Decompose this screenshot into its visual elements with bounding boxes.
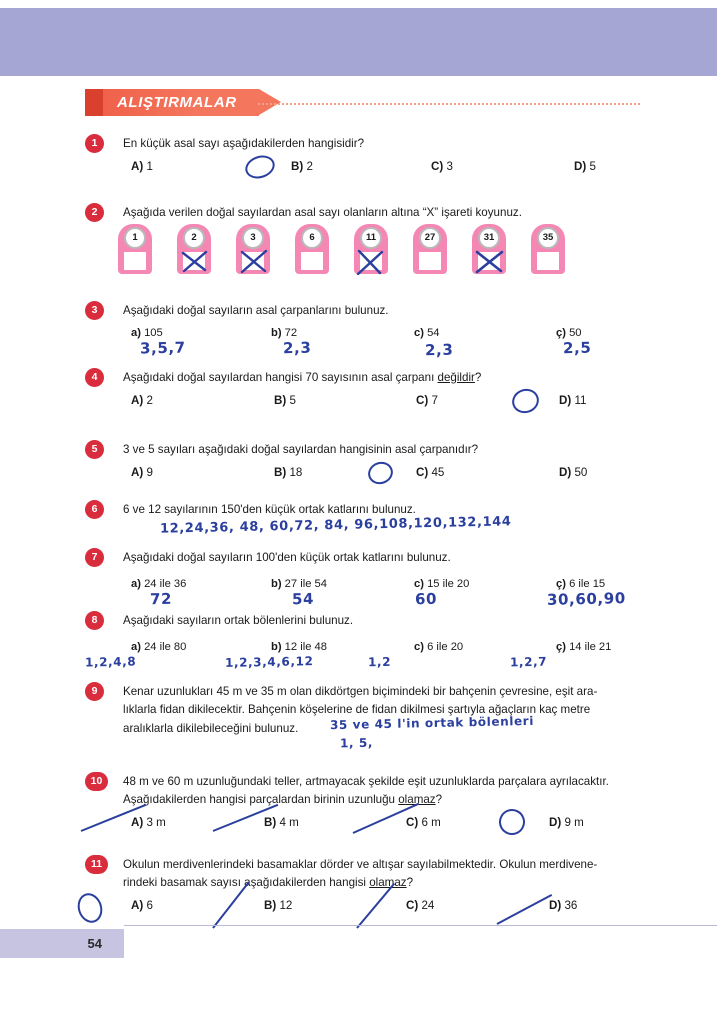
badge-label: 9 xyxy=(91,685,98,698)
question-text-line-1: Okulun merdivenlerindeki basamaklar dörder ve altışar sayılabilmektedir. Okulun merdivene- xyxy=(123,858,598,871)
pen-mark-circle-a xyxy=(74,890,106,926)
handwritten-answer-a: 72 xyxy=(149,589,173,609)
question-text: Aşağıdaki doğal sayıların asal çarpanlarını bulunuz. xyxy=(123,304,389,317)
tag-number-circle: 2 xyxy=(183,227,205,249)
subitem-c: c) 54 xyxy=(414,327,440,339)
page-top-band xyxy=(0,8,717,76)
question-text: 6 ve 12 sayılarının 150'den küçük ortak katlarını bulunuz. xyxy=(123,503,416,516)
question-number-badge xyxy=(85,500,104,519)
option-a[interactable]: A) 3 m xyxy=(131,816,166,829)
option-c[interactable]: C) 24 xyxy=(406,899,435,912)
option-a[interactable]: A) 2 xyxy=(131,394,153,407)
badge-label: 5 xyxy=(91,443,98,456)
handwritten-answer-c: 60 xyxy=(414,589,438,609)
option-d[interactable]: D) 5 xyxy=(574,160,596,173)
tag-checkbox[interactable] xyxy=(124,252,146,270)
subitem-a: a) 24 ile 36 xyxy=(131,578,187,590)
handwritten-answer-b: 2,3 xyxy=(282,338,312,358)
option-a[interactable]: A) 1 xyxy=(131,160,153,173)
number-tag[interactable] xyxy=(531,224,565,274)
number-tag[interactable] xyxy=(472,224,506,274)
x-mark-icon xyxy=(356,247,386,275)
section-banner xyxy=(85,89,281,116)
subitem-cc: ç) 6 ile 15 xyxy=(556,578,606,590)
option-b[interactable]: B) 18 xyxy=(274,466,303,479)
question-number-badge xyxy=(85,548,104,567)
question-number-badge xyxy=(85,855,108,874)
badge-label: 10 xyxy=(90,775,103,788)
question-text-line-1: 48 m ve 60 m uzunluğundaki teller, artmayacak şekilde eşit uzunluklarda parçalara ayrılacaktır. xyxy=(123,775,609,788)
banner-arrow-icon xyxy=(259,89,281,115)
option-b[interactable]: B) 12 xyxy=(264,899,293,912)
handwritten-note-line-1: 35 ve 45 l'in ortak bölenleri xyxy=(329,713,535,733)
subitem-a: a) 105 xyxy=(131,327,163,339)
handwritten-answer-cc: 2,5 xyxy=(562,338,592,358)
question-text-emphasis: olamaz xyxy=(369,876,407,889)
question-text: Aşağıda verilen doğal sayılardan asal sayı olanların altına “X” işareti koyunuz. xyxy=(123,206,522,219)
option-c[interactable]: C) 6 m xyxy=(406,816,441,829)
badge-label: 7 xyxy=(91,551,98,564)
option-b[interactable]: B) 4 m xyxy=(264,816,299,829)
badge-label: 4 xyxy=(91,371,98,384)
question-number-badge xyxy=(85,368,104,387)
question-number-badge xyxy=(85,611,104,630)
question-text: Aşağıdaki doğal sayıların 100'den küçük ortak katlarını bulunuz. xyxy=(123,551,451,564)
tag-number-circle: 31 xyxy=(478,227,500,249)
question-text-tail: ? xyxy=(435,793,443,806)
x-mark-icon xyxy=(238,247,268,275)
tag-number-circle: 35 xyxy=(537,227,559,249)
handwritten-answer-b: 54 xyxy=(291,589,315,609)
question-number-badge xyxy=(85,134,104,153)
question-number-badge xyxy=(85,301,104,320)
badge-label: 11 xyxy=(90,858,103,871)
handwritten-answer: 12,24,36, 48, 60,72, 84, 96,108,120,132,144 xyxy=(159,514,512,537)
badge-label: 2 xyxy=(91,206,98,219)
number-tag[interactable] xyxy=(295,224,329,274)
question-text-tail: ? xyxy=(474,371,482,384)
question-text: Aşağıdaki sayıların ortak bölenlerini bulunuz. xyxy=(123,614,354,627)
question-text-line-3: aralıklarla dikilebileceğini bulunuz. xyxy=(123,722,299,735)
number-tag[interactable] xyxy=(413,224,447,274)
handwritten-answer-b: 1,2,3,4,6,12 xyxy=(224,654,314,670)
subitem-c: c) 6 ile 20 xyxy=(414,641,464,653)
option-c[interactable]: C) 7 xyxy=(416,394,438,407)
subitem-b: b) 27 ile 54 xyxy=(271,578,327,590)
number-tag-row xyxy=(118,224,565,274)
handwritten-answer-a: 1,2,4,8 xyxy=(84,654,137,670)
tag-checkbox[interactable] xyxy=(242,252,264,270)
option-d[interactable]: D) 9 m xyxy=(549,816,584,829)
question-text-line-2: lıklarla fidan dikilecektir. Bahçenin köşelerine de fidan dikilmesi şartıyla ağaçların kaç metre xyxy=(123,703,591,716)
subitem-cc: ç) 50 xyxy=(556,327,582,339)
badge-label: 1 xyxy=(91,137,98,150)
badge-label: 6 xyxy=(91,503,98,516)
tag-checkbox[interactable] xyxy=(478,252,500,270)
tag-number-circle: 6 xyxy=(301,227,323,249)
tag-checkbox[interactable] xyxy=(183,252,205,270)
tag-checkbox[interactable] xyxy=(301,252,323,270)
page-number: 54 xyxy=(87,936,102,951)
pen-mark-circle-d xyxy=(509,385,542,416)
question-number-badge xyxy=(85,772,108,791)
question-text-part: Aşağıdaki doğal sayılardan hangisi 70 sayısının asal çarpanı xyxy=(123,371,438,384)
tag-number-circle: 27 xyxy=(419,227,441,249)
handwritten-answer-c: 2,3 xyxy=(424,340,454,360)
question-text-part: Aşağıdakilerden hangisi parçalardan birinin uzunluğu xyxy=(123,793,399,806)
banner-title: ALIŞTIRMALAR xyxy=(117,94,237,111)
option-d[interactable]: D) 36 xyxy=(549,899,578,912)
question-text-line-2 xyxy=(123,791,442,809)
question-text: 3 ve 5 sayıları aşağıdaki doğal sayılardan hangisinin asal çarpanıdır? xyxy=(123,443,479,456)
subitem-b: b) 12 ile 48 xyxy=(271,641,327,653)
footer-divider xyxy=(124,925,717,926)
pen-mark-circle-d xyxy=(496,806,529,839)
handwritten-answer-a: 3,5,7 xyxy=(139,338,186,358)
page-number-box xyxy=(0,929,124,958)
tag-checkbox[interactable] xyxy=(419,252,441,270)
x-mark-icon xyxy=(179,247,209,275)
number-tag[interactable] xyxy=(354,224,388,274)
option-d[interactable]: D) 11 xyxy=(559,394,587,407)
subitem-cc: ç) 14 ile 21 xyxy=(556,641,612,653)
number-tag[interactable] xyxy=(177,224,211,274)
subitem-a: a) 24 ile 80 xyxy=(131,641,187,653)
option-a[interactable]: A) 6 xyxy=(131,899,153,912)
handwritten-note-line-2: 1, 5, xyxy=(339,735,374,751)
banner-left-cap xyxy=(85,89,103,116)
question-number-badge xyxy=(85,440,104,459)
question-text: En küçük asal sayı aşağıdakilerden hangisidir? xyxy=(123,137,365,150)
handwritten-answer-cc: 1,2,7 xyxy=(509,654,548,670)
tag-checkbox[interactable] xyxy=(360,252,382,270)
question-text-emphasis: olamaz xyxy=(398,793,436,806)
subitem-b: b) 72 xyxy=(271,327,298,339)
pen-mark-strike-d xyxy=(497,894,553,925)
x-mark-icon xyxy=(474,247,504,275)
question-text-emphasis: değildir xyxy=(437,371,475,384)
banner-body xyxy=(103,89,259,116)
handwritten-answer-c: 1,2 xyxy=(367,654,392,670)
option-d[interactable]: D) 50 xyxy=(559,466,588,479)
question-number-badge xyxy=(85,203,104,222)
tag-checkbox[interactable] xyxy=(537,252,559,270)
question-text-line-1: Kenar uzunlukları 45 m ve 35 m olan dikdörtgen biçimindeki bir bahçenin çevresine, eşit ara- xyxy=(123,685,598,698)
option-b[interactable]: B) 2 xyxy=(291,160,313,173)
banner-dotted-rule xyxy=(258,103,640,105)
handwritten-answer-cc: 30,60,90 xyxy=(546,589,627,609)
question-text-part: rindeki basamak sayısı aşağıdakilerden hangisi xyxy=(123,876,370,889)
question-text-tail: ? xyxy=(406,876,414,889)
question-text xyxy=(123,369,481,387)
pen-mark-circle-b xyxy=(242,152,277,182)
option-b[interactable]: B) 5 xyxy=(274,394,296,407)
tag-number-circle: 1 xyxy=(124,227,146,249)
badge-label: 3 xyxy=(91,304,98,317)
option-c[interactable]: C) 3 xyxy=(431,160,453,173)
badge-label: 8 xyxy=(91,614,98,627)
option-c[interactable]: C) 45 xyxy=(416,466,445,479)
tag-number-circle: 3 xyxy=(242,227,264,249)
pen-mark-circle-c xyxy=(365,459,396,488)
tag-number-circle: 11 xyxy=(360,227,382,249)
option-a[interactable]: A) 9 xyxy=(131,466,153,479)
subitem-c: c) 15 ile 20 xyxy=(414,578,470,590)
question-number-badge xyxy=(85,682,104,701)
number-tag[interactable] xyxy=(236,224,270,274)
question-text-line-2 xyxy=(123,874,413,892)
number-tag[interactable] xyxy=(118,224,152,274)
